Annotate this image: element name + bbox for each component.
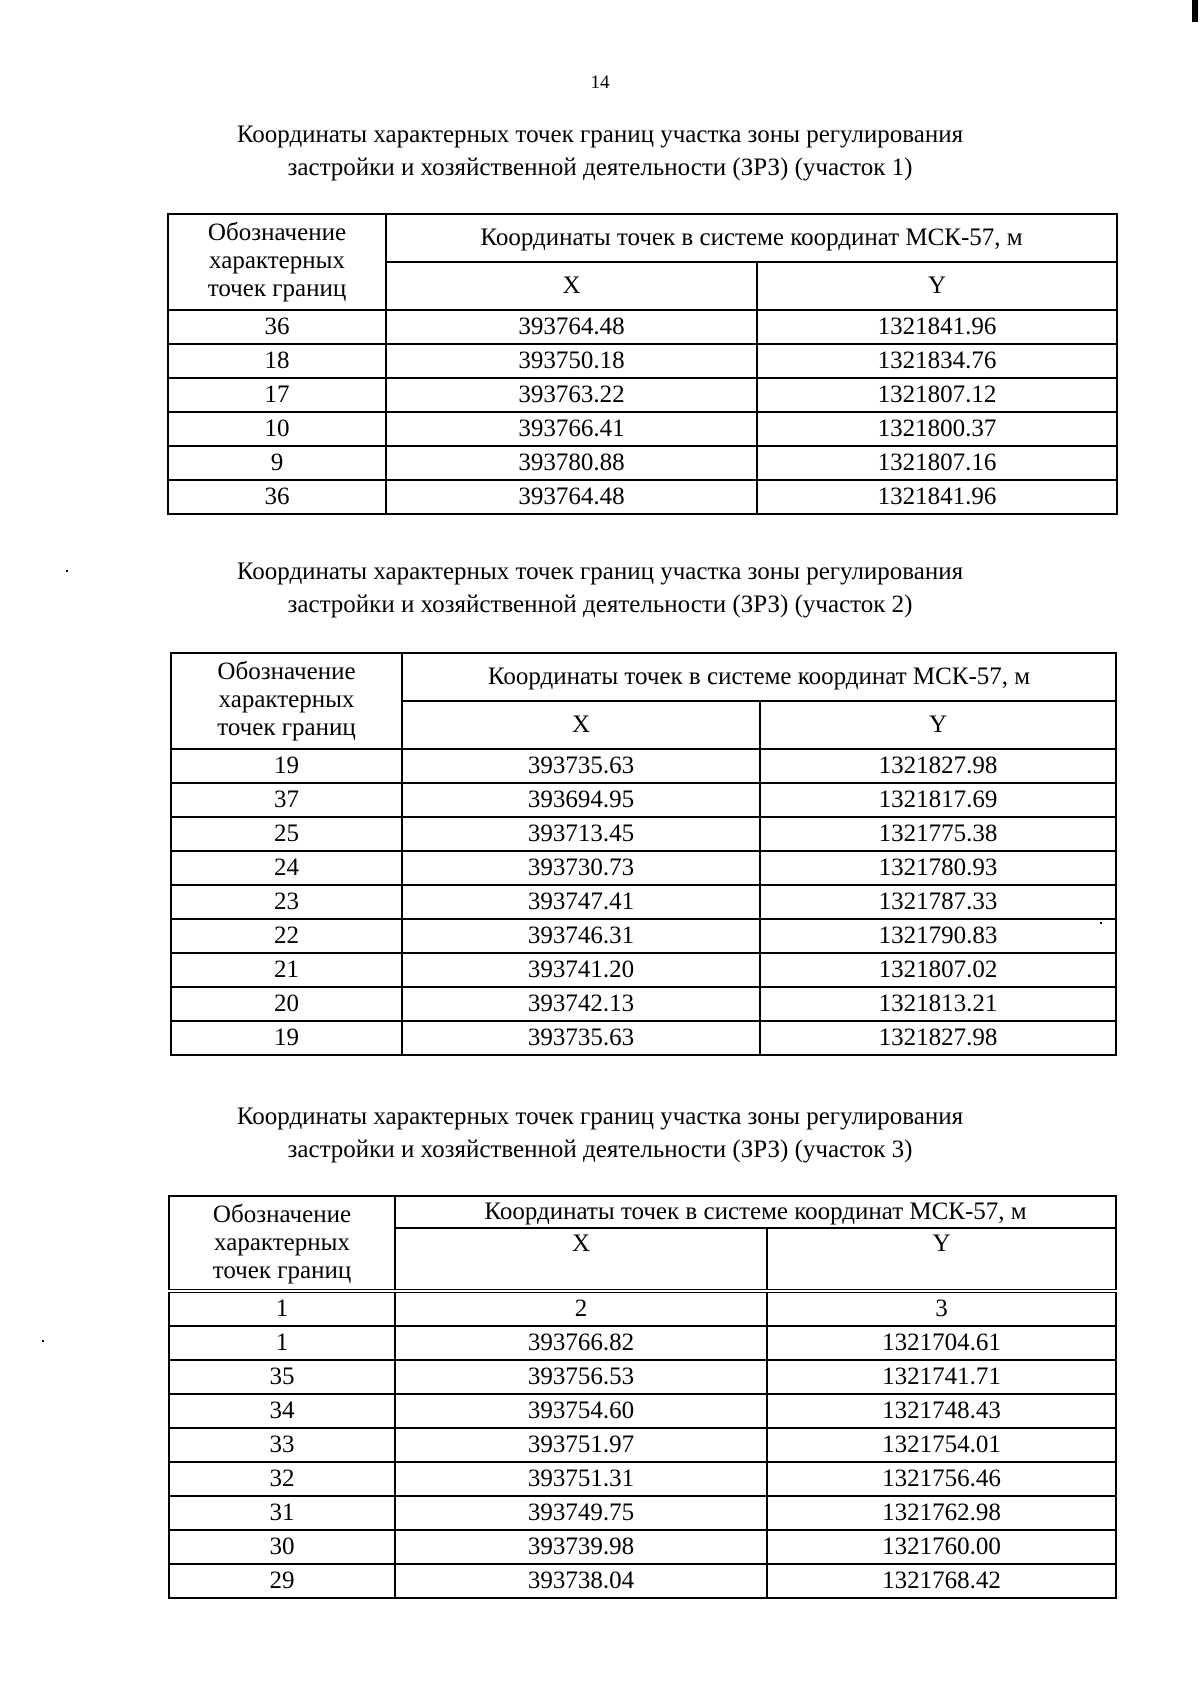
x-coordinate-cell: 393746.31 <box>402 919 760 953</box>
scan-speck <box>1100 922 1102 924</box>
section-2-title <box>0 555 1200 621</box>
table-row <box>168 412 1117 446</box>
point-id-cell: 32 <box>169 1462 395 1496</box>
section-3-title-line-1: Координаты характерных точек границ участка зоны регулирования <box>236 1103 964 1130</box>
x-coordinate-cell: 393735.63 <box>402 749 760 783</box>
x-coordinate-cell: 393742.13 <box>402 987 760 1021</box>
x-coordinate-cell: 393764.48 <box>386 310 757 344</box>
section-3-title <box>0 1100 1200 1166</box>
table-row <box>168 378 1117 412</box>
coordinates-table-1 <box>167 213 1118 515</box>
table-row <box>169 1564 1116 1598</box>
x-coordinate-cell: 393766.82 <box>395 1326 767 1360</box>
table-row <box>171 987 1116 1021</box>
point-id-cell: 19 <box>171 1021 402 1055</box>
point-id-cell: 1 <box>169 1326 395 1360</box>
x-coordinate-cell: 393754.60 <box>395 1394 767 1428</box>
section-1-title-line-1: Координаты характерных точек границ участка зоны регулирования <box>236 121 964 148</box>
point-id-cell: 19 <box>171 749 402 783</box>
y-coordinate-cell: 1321762.98 <box>767 1496 1116 1530</box>
y-coordinate-cell: 1321787.33 <box>760 885 1116 919</box>
y-coordinate-cell: 1321841.96 <box>757 480 1117 514</box>
x-coordinate-cell: 393766.41 <box>386 412 757 446</box>
table-row <box>171 953 1116 987</box>
point-id-cell: 36 <box>168 480 386 514</box>
x-coordinate-cell: 393741.20 <box>402 953 760 987</box>
table-row <box>171 851 1116 885</box>
y-coordinate-cell: 1321817.69 <box>760 783 1116 817</box>
point-id-cell: 35 <box>169 1360 395 1394</box>
x-coordinate-cell: 393751.31 <box>395 1462 767 1496</box>
y-coordinate-cell: 1321807.12 <box>757 378 1117 412</box>
y-column-header: Y <box>760 701 1116 749</box>
designation-header: Обозначение характерных точек границ <box>171 653 402 749</box>
table-row <box>169 1394 1116 1428</box>
y-coordinate-cell: 1321813.21 <box>760 987 1116 1021</box>
table-row <box>168 344 1117 378</box>
table-row <box>169 1326 1116 1360</box>
y-coordinate-cell: 1321775.38 <box>760 817 1116 851</box>
designation-header: Обозначение характерных точек границ <box>168 214 386 310</box>
page-number: 14 <box>590 72 610 93</box>
table-row <box>171 817 1116 851</box>
scan-edge-mark <box>1192 0 1198 22</box>
table-row <box>169 1428 1116 1462</box>
y-coordinate-cell: 1321741.71 <box>767 1360 1116 1394</box>
x-coordinate-cell: 393780.88 <box>386 446 757 480</box>
coord-system-header: Координаты точек в системе координат МСК-57, м <box>395 1196 1116 1228</box>
x-coordinate-cell: 393730.73 <box>402 851 760 885</box>
point-id-cell: 23 <box>171 885 402 919</box>
y-coordinate-cell: 1321760.00 <box>767 1530 1116 1564</box>
y-coordinate-cell: 1321827.98 <box>760 1021 1116 1055</box>
point-id-cell: 9 <box>168 446 386 480</box>
column-number: 3 <box>767 1291 1116 1326</box>
point-id-cell: 25 <box>171 817 402 851</box>
table-row <box>171 783 1116 817</box>
x-coordinate-cell: 393751.97 <box>395 1428 767 1462</box>
point-id-cell: 22 <box>171 919 402 953</box>
y-coordinate-cell: 1321780.93 <box>760 851 1116 885</box>
x-column-header: X <box>402 701 760 749</box>
scan-speck <box>42 1340 44 1342</box>
y-column-header: Y <box>757 262 1117 310</box>
y-coordinate-cell: 1321704.61 <box>767 1326 1116 1360</box>
table-row <box>168 480 1117 514</box>
y-coordinate-cell: 1321807.02 <box>760 953 1116 987</box>
x-coordinate-cell: 393763.22 <box>386 378 757 412</box>
point-id-cell: 30 <box>169 1530 395 1564</box>
column-number: 2 <box>395 1291 767 1326</box>
table-row <box>169 1496 1116 1530</box>
point-id-cell: 17 <box>168 378 386 412</box>
x-column-header: X <box>386 262 757 310</box>
coord-system-header: Координаты точек в системе координат МСК-57, м <box>386 214 1117 262</box>
coordinates-table-2 <box>170 652 1117 1056</box>
table-row <box>171 749 1116 783</box>
point-id-cell: 10 <box>168 412 386 446</box>
y-column-header: Y <box>767 1228 1116 1291</box>
table-row <box>169 1360 1116 1394</box>
section-1-title <box>0 118 1200 184</box>
x-coordinate-cell: 393738.04 <box>395 1564 767 1598</box>
y-coordinate-cell: 1321841.96 <box>757 310 1117 344</box>
coord-system-header: Координаты точек в системе координат МСК-57, м <box>402 653 1116 701</box>
x-coordinate-cell: 393739.98 <box>395 1530 767 1564</box>
y-coordinate-cell: 1321748.43 <box>767 1394 1116 1428</box>
table-row <box>171 885 1116 919</box>
y-coordinate-cell: 1321834.76 <box>757 344 1117 378</box>
table-row <box>168 310 1117 344</box>
x-coordinate-cell: 393713.45 <box>402 817 760 851</box>
section-2-title-line-1: Координаты характерных точек границ участка зоны регулирования <box>236 558 964 585</box>
x-coordinate-cell: 393756.53 <box>395 1360 767 1394</box>
table-row <box>169 1530 1116 1564</box>
x-coordinate-cell: 393747.41 <box>402 885 760 919</box>
designation-header: Обозначение характерных точек границ <box>169 1196 395 1291</box>
x-coordinate-cell: 393750.18 <box>386 344 757 378</box>
column-number: 1 <box>169 1291 395 1326</box>
point-id-cell: 24 <box>171 851 402 885</box>
y-coordinate-cell: 1321756.46 <box>767 1462 1116 1496</box>
point-id-cell: 33 <box>169 1428 395 1462</box>
scan-speck <box>66 570 68 572</box>
y-coordinate-cell: 1321827.98 <box>760 749 1116 783</box>
y-coordinate-cell: 1321768.42 <box>767 1564 1116 1598</box>
section-3-title-line-2: застройки и хозяйственной деятельности (ЗРЗ) (участок 3) <box>287 1136 913 1163</box>
point-id-cell: 20 <box>171 987 402 1021</box>
point-id-cell: 18 <box>168 344 386 378</box>
column-number-row <box>169 1291 1116 1326</box>
x-column-header: X <box>395 1228 767 1291</box>
y-coordinate-cell: 1321807.16 <box>757 446 1117 480</box>
point-id-cell: 31 <box>169 1496 395 1530</box>
point-id-cell: 37 <box>171 783 402 817</box>
section-2-title-line-2: застройки и хозяйственной деятельности (ЗРЗ) (участок 2) <box>287 591 913 618</box>
table-row <box>171 1021 1116 1055</box>
section-1-title-line-2: застройки и хозяйственной деятельности (ЗРЗ) (участок 1) <box>287 154 913 181</box>
x-coordinate-cell: 393749.75 <box>395 1496 767 1530</box>
y-coordinate-cell: 1321800.37 <box>757 412 1117 446</box>
point-id-cell: 21 <box>171 953 402 987</box>
coordinates-table-3 <box>168 1195 1117 1599</box>
table-row <box>169 1462 1116 1496</box>
table-row <box>168 446 1117 480</box>
point-id-cell: 34 <box>169 1394 395 1428</box>
x-coordinate-cell: 393764.48 <box>386 480 757 514</box>
y-coordinate-cell: 1321790.83 <box>760 919 1116 953</box>
y-coordinate-cell: 1321754.01 <box>767 1428 1116 1462</box>
x-coordinate-cell: 393694.95 <box>402 783 760 817</box>
point-id-cell: 36 <box>168 310 386 344</box>
x-coordinate-cell: 393735.63 <box>402 1021 760 1055</box>
point-id-cell: 29 <box>169 1564 395 1598</box>
table-row <box>171 919 1116 953</box>
